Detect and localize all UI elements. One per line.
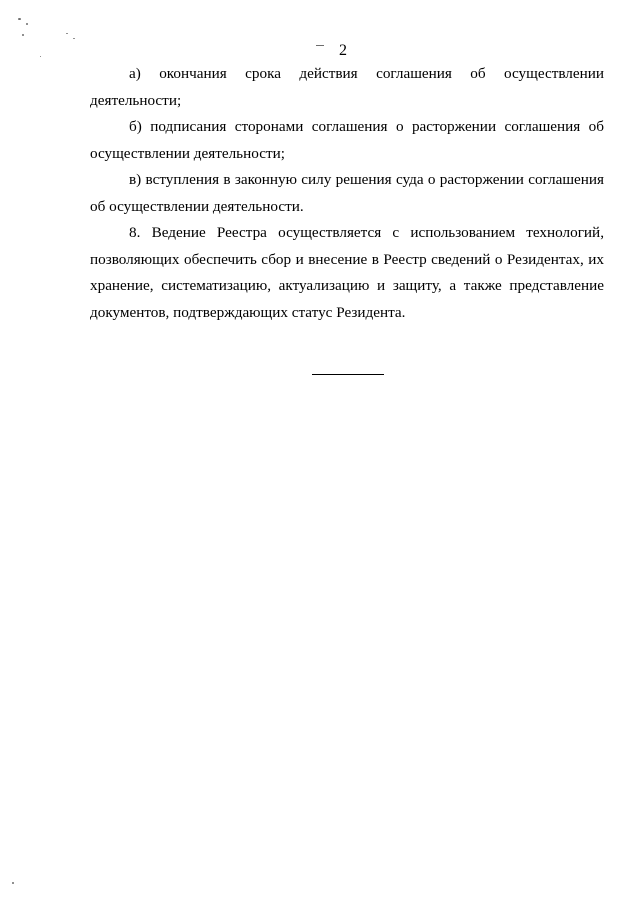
paragraph-item-b: б) подписания сторонами соглашения о расторжении соглашения об осуществлении деятельности; — [90, 118, 604, 162]
scan-mark — [26, 23, 28, 25]
page-number: 2 — [339, 42, 347, 59]
end-separator-line — [312, 374, 384, 375]
paragraph-section-8: 8. Ведение Реестра осуществляется с использованием технологий, позволяющих обеспечить сбор и внесение в Реестр сведений о Резидентах, их хранение, систематизацию, актуализацию и защиту, а также представление документов, подтверждающих статус Резидента. — [90, 224, 604, 321]
scan-mark — [73, 38, 75, 39]
document-body — [90, 61, 604, 326]
scan-mark — [66, 33, 68, 34]
paragraph-item-v: в) вступления в законную силу решения суда о расторжении соглашения об осуществлении деятельности. — [90, 171, 604, 215]
scan-mark — [22, 34, 24, 36]
paragraph-item-a: а) окончания срока действия соглашения об осуществлении деятельности; — [90, 65, 604, 109]
scan-mark — [12, 882, 14, 884]
scan-mark — [18, 18, 21, 20]
